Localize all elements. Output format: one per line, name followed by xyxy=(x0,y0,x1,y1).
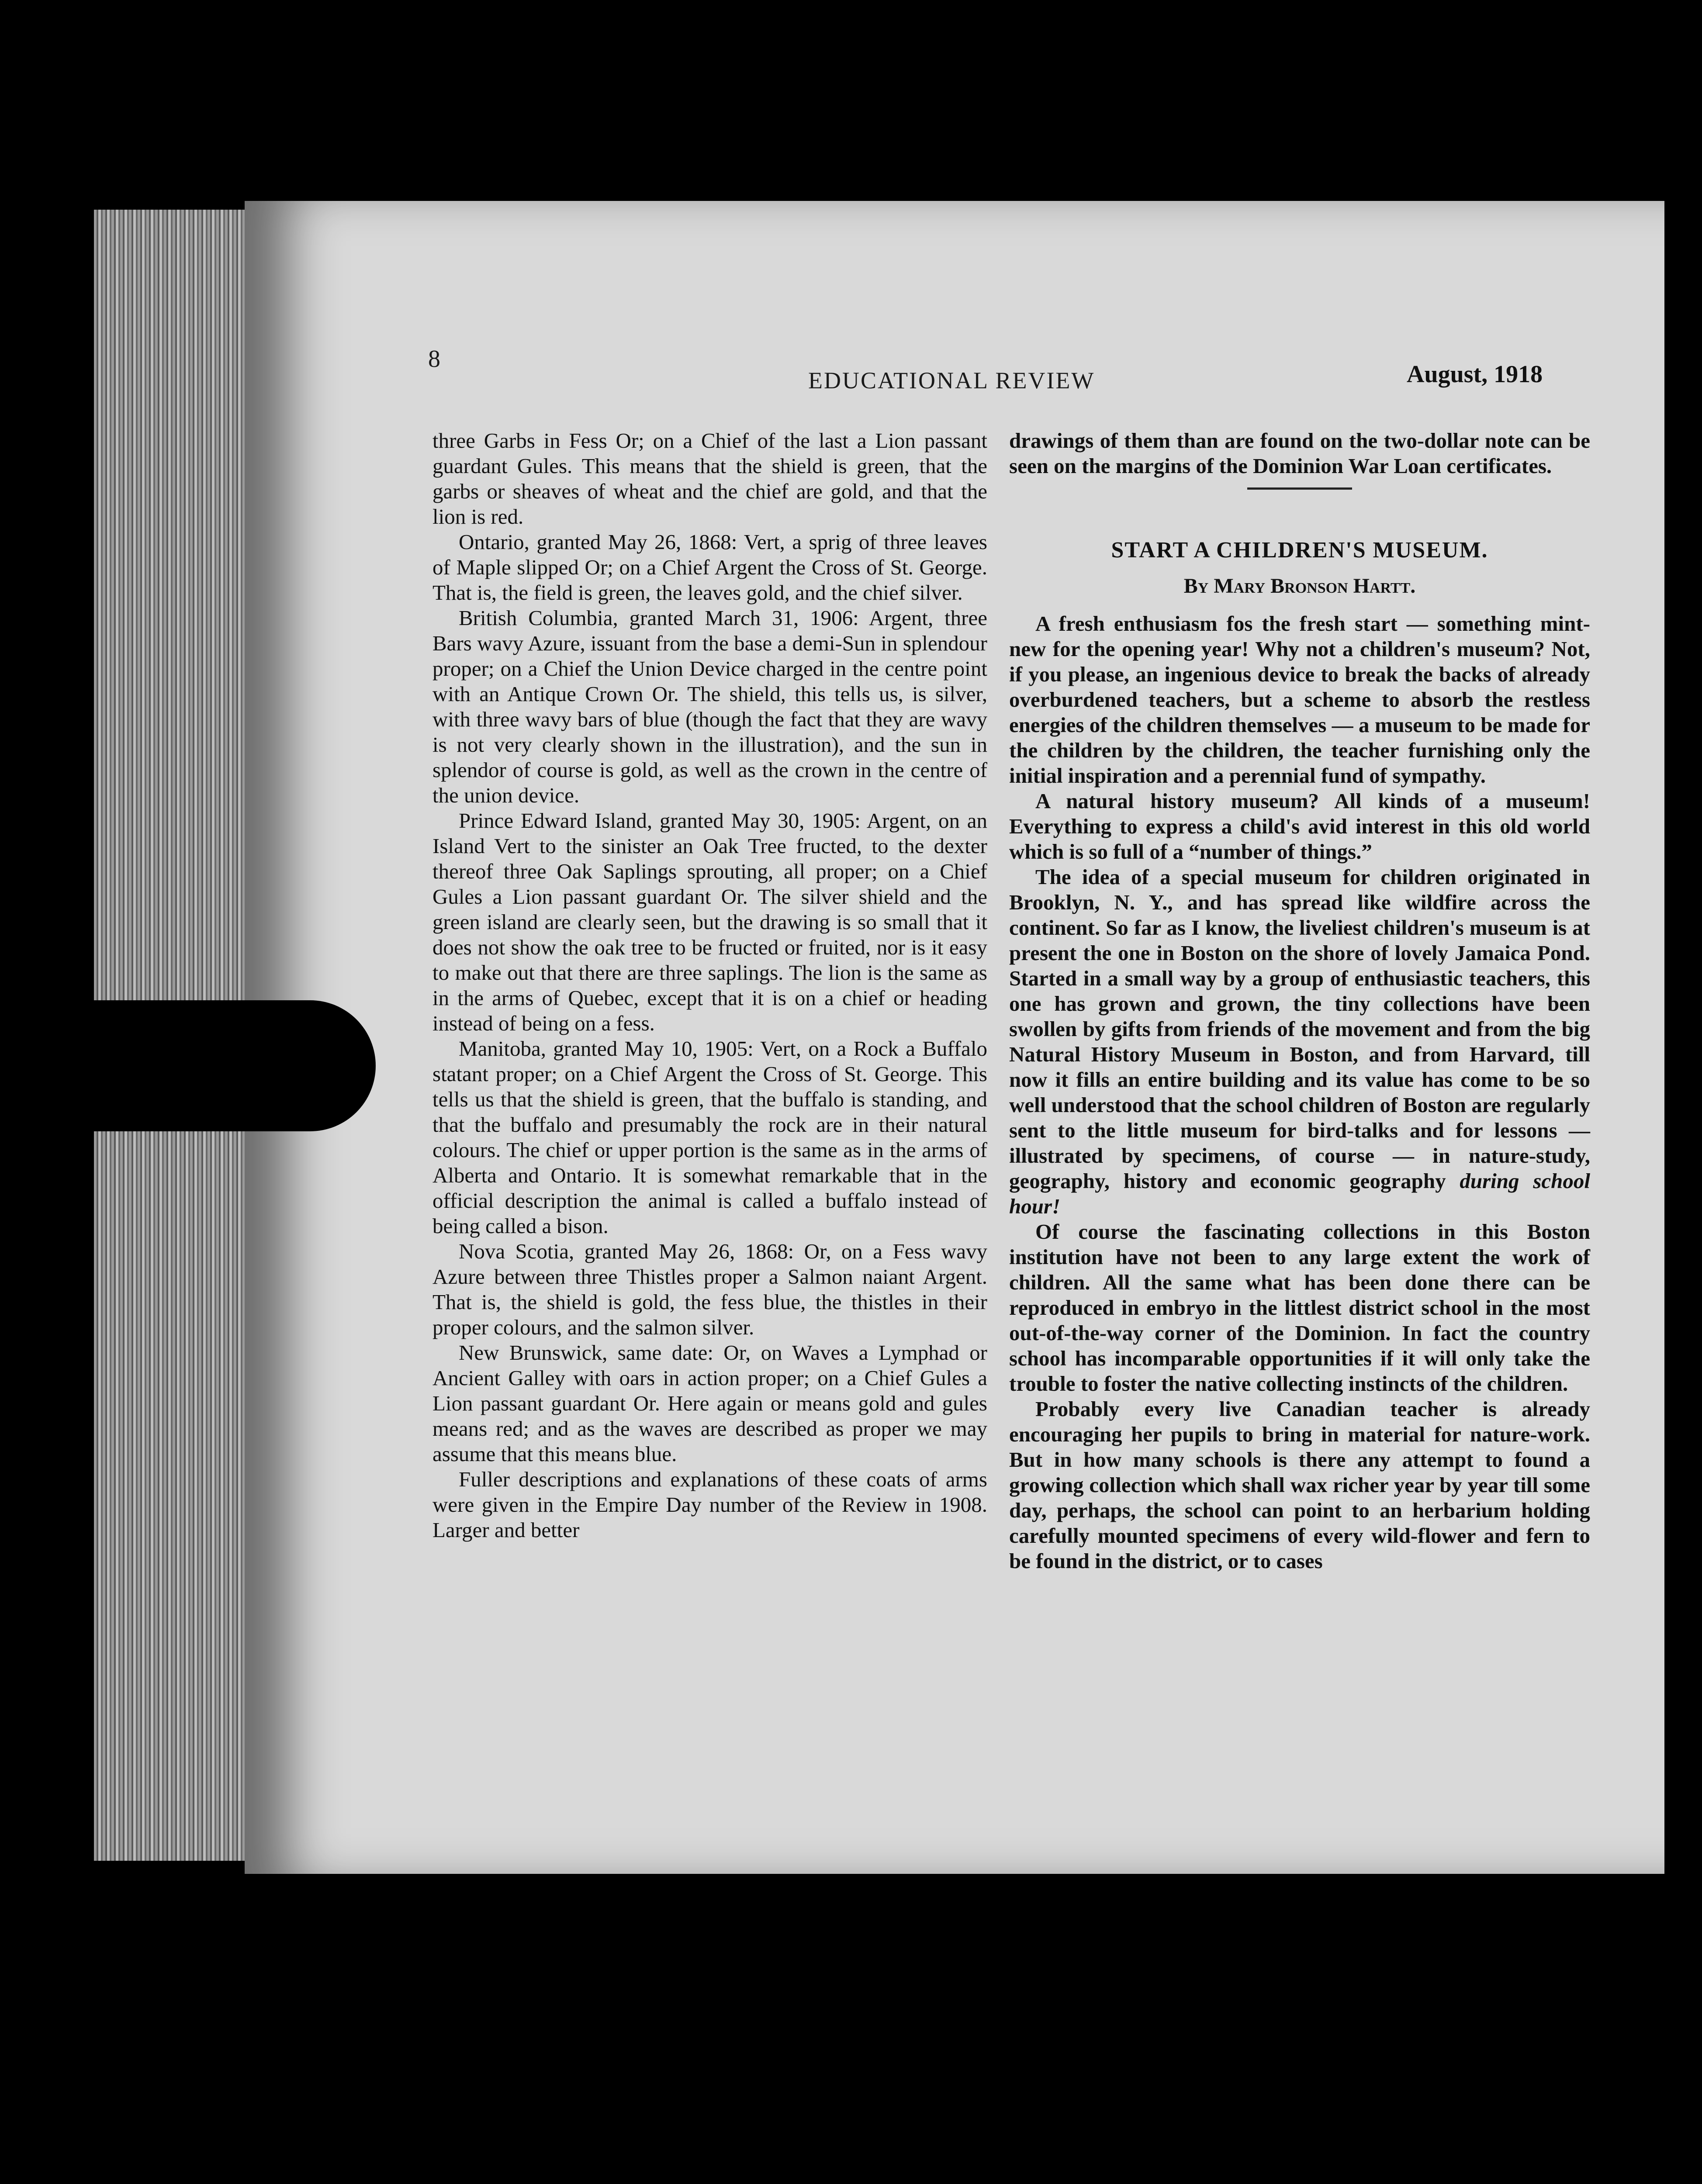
thumb-shadow xyxy=(0,1000,376,1131)
paragraph-text: The idea of a special museum for children originated in Brooklyn, N. Y., and has spread like wildfire across the continent. So far as I know, the liveliest children's museum is at present the one in Boston on the shore of lovely Jamaica Pond. Started in a small way by a group of enthusiastic teachers, this one has grown and grown, the tiny collections have been swollen by gifts from friends of the movement and from the big Natural History Museum in Boston, and from Harvard, till now it fills an entire building and its value has come to be so well understood that the school children of Boston are regularly sent to the little museum for bird-talks and for lessons — illustrated by specimens, of course — in nature-study, geography, history and economic geography xyxy=(1009,865,1590,1193)
article-byline: By Mary Bronson Hartt. xyxy=(1183,574,1416,598)
paragraph: three Garbs in Fess Or; on a Chief of the last a Lion passant guardant Gules. This means that the shield is green, that the garbs or sheaves of wheat and the chief are gold, and that the lion is red. xyxy=(432,429,987,529)
paragraph-fuller-descriptions: Fuller descriptions and explanations of these coats of arms were given in the Empire Day number of the Review in 1908. Larger and better xyxy=(432,1467,987,1542)
continuation-paragraph: drawings of them than are found on the two-dollar note can be seen on the margins of the Dominion War Loan certificates. xyxy=(1009,429,1590,478)
paragraph: A fresh enthusiasm fos the fresh start — something mint-new for the opening year! Why not a children's museum? Not, if you please, an ingenious device to break the backs of already overburdened teachers, but a scheme to absorb the restless energies of the children themselves — a museum to be made for the children by the children, the teacher furnishing only the initial inspiration and a perennial fund of sympathy. xyxy=(1009,612,1590,788)
paragraph-new-brunswick: New Brunswick, same date: Or, on Waves a Lymphad or Ancient Galley with oars in action proper; on a Chief Gules a Lion passant guardant Or. Here again or means gold and gules means red; and as the waves are described as proper we may assume that this means blue. xyxy=(432,1341,987,1466)
paragraph-nova-scotia: Nova Scotia, granted May 26, 1868: Or, on a Fess wavy Azure between three Thistles proper a Salmon naiant Argent. That is, the shield is gold, the fess blue, the thistles in their proper colours, and the salmon silver. xyxy=(432,1239,987,1339)
issue-date: August, 1918 xyxy=(1407,361,1543,388)
right-column xyxy=(1009,428,1590,1574)
running-title: EDUCATIONAL REVIEW xyxy=(808,367,1095,394)
page-number: 8 xyxy=(428,346,440,373)
paragraph-manitoba: Manitoba, granted May 10, 1905: Vert, on a Rock a Buffalo statant proper; on a Chief Argent the Cross of St. George. This tells us that the shield is green, that the buffalo is standing, and that the buffalo and presumably the rock are in their natural colours. The chief or upper portion is the same as in the arms of Alberta and Ontario. It is somewhat remarkable that in the official description the animal is called a buffalo instead of being called a bison. xyxy=(432,1037,987,1238)
paragraph-prince-edward-island: Prince Edward Island, granted May 30, 1905: Argent, on an Island Vert to the sinister an Oak Tree fructed, to the dexter thereof three Oak Saplings sprouting, all proper; on a Chief Gules a Lion passant guardant Or. The silver shield and the green island are clearly seen, but the drawing is so small that it does not show the oak tree to be fructed or fruited, nor is it easy to make out that there are three saplings. The lion is the same as in the arms of Quebec, except that it is on a chief or heading instead of being on a fess. xyxy=(432,809,987,1035)
emphasis-text: during school hour! xyxy=(1009,1169,1591,1218)
section-divider xyxy=(1247,487,1352,490)
left-column xyxy=(432,428,987,1543)
paragraph: A natural history museum? All kinds of a museum! Everything to express a child's avid interest in this old world which is so full of a “number of things.” xyxy=(1009,789,1590,864)
article-title: START A CHILDREN'S MUSEUM. xyxy=(1111,538,1488,563)
paragraph-ontario: Ontario, granted May 26, 1868: Vert, a sprig of three leaves of Maple slipped Or; on a Chief Argent the Cross of St. George. That is, the field is green, the leaves gold, and the chief silver. xyxy=(432,530,987,605)
paragraph: Probably every live Canadian teacher is already encouraging her pupils to bring in material for nature-work. But in how many schools is there any attempt to found a growing collection which shall wax richer year by year till some day, perhaps, the school can point to an herbarium holding carefully mounted specimens of every wild-flower and fern to be found in the district, or to cases xyxy=(1009,1397,1590,1573)
paragraph-british-columbia: British Columbia, granted March 31, 1906: Argent, three Bars wavy Azure, issuant from the base a demi-Sun in splendour proper; on a Chief the Union Device charged in the centre point with an Antique Crown Or. The shield, this tells us, is silver, with three wavy bars of blue (though the fact that they are wavy is not very clearly shown in the illustration), and the sun in splendor of course is gold, as well as the crown in the centre of the union device. xyxy=(432,606,987,807)
paragraph-with-emphasis xyxy=(1009,864,1590,1219)
paragraph: Of course the fascinating collections in this Boston institution have not been to any large extent the work of children. All the same what has been done there can be reproduced in embryo in the littlest district school in the most out-of-the-way corner of the Dominion. In fact the country school has incomparable opportunities if it will only take the trouble to foster the native collecting instincts of the children. xyxy=(1009,1220,1590,1396)
